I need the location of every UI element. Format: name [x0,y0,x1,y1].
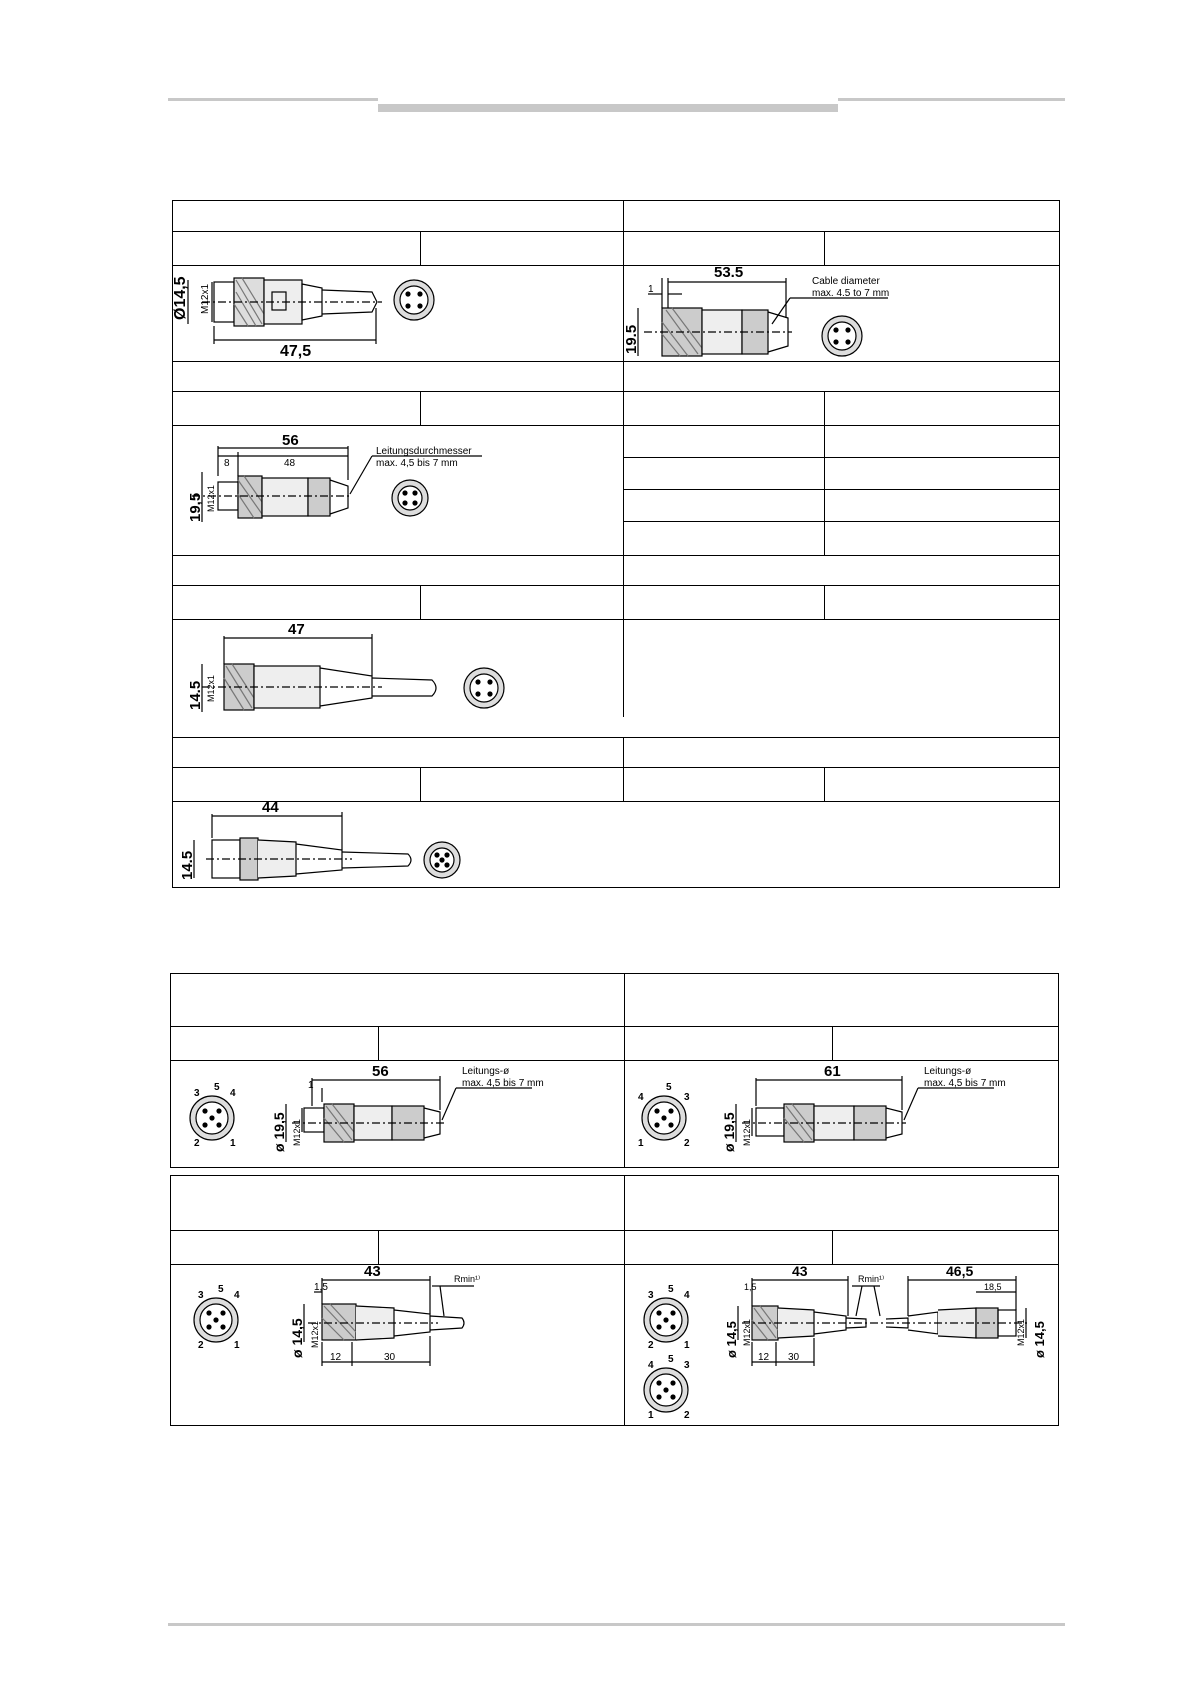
d9-pin-label: 1 [648,1410,654,1421]
drawing-5pin-extension-9 [626,1263,1058,1426]
t1-row-line [623,457,1059,458]
d9-pin-label: 5 [668,1284,674,1295]
d7-pin-label: 5 [666,1082,672,1093]
d9-sub-b: 30 [788,1352,800,1363]
d2-diameter: 19.5 [623,324,640,354]
d9-length-left: 43 [792,1263,808,1279]
d3-diameter: 19,5 [187,492,204,522]
t2-row-line [171,1026,1058,1027]
t1-divider-sub-d1 [420,767,421,801]
d6-thread: M12x1 [292,1118,302,1146]
d9-length-right: 46,5 [946,1263,974,1279]
d9-pin-label: 4 [684,1290,690,1301]
d8-diameter: ø 14,5 [289,1318,305,1358]
d7-note-line2: max. 4,5 bis 7 mm [924,1078,1006,1089]
d6-pin-label: 4 [230,1088,236,1099]
t3-divider-sub-2 [832,1230,833,1264]
d8-rmin: Rmin¹⁾ [454,1274,481,1284]
d9-sub-a: 12 [758,1352,770,1363]
header-rule-right [838,98,1065,101]
d8-pin-label: 2 [198,1340,204,1351]
d2-note-line2: max. 4.5 to 7 mm [812,288,890,299]
d9-pin-label: 3 [684,1360,690,1371]
d6-pin-label: 2 [194,1138,200,1149]
t1-row-line [173,391,1059,392]
d3-sub-a: 8 [224,458,230,469]
t2-divider-sub-1 [378,1026,379,1060]
d9-pin-label: 2 [684,1410,690,1421]
t3-row-line [171,1230,1058,1231]
t2-row-line [171,1060,1058,1061]
t1-row-line [173,737,1059,738]
d7-thread: M12x1 [742,1118,752,1146]
d8-pin-label: 3 [198,1290,204,1301]
d4-diameter: 14.5 [187,680,204,710]
d4-thread: M12x1 [206,674,216,702]
d5-length: 44 [262,799,279,816]
d7-pin-label: 1 [638,1138,644,1149]
d9-pin-label: 1 [684,1340,690,1351]
d7-pin-label: 2 [684,1138,690,1149]
d1-thread: M12x1 [200,283,211,314]
d8-pin-label: 1 [234,1340,240,1351]
t1-divider-sub-a2 [824,231,825,265]
d9-offset-right: 18,5 [984,1282,1002,1292]
t1-divider-sub-b1 [420,391,421,425]
t3-divider-sub-1 [378,1230,379,1264]
d8-length: 43 [364,1263,381,1280]
d3-note-line2: max. 4,5 bis 7 mm [376,458,458,469]
d7-note-line1: Leitungs-ø [924,1066,972,1077]
t1-divider-main-b [623,361,624,717]
drawing-female-straight-3 [172,432,612,536]
d3-sub-b: 48 [284,458,296,469]
d9-thread: M12x1 [742,1318,752,1346]
d8-pin-label: 4 [234,1290,240,1301]
t1-divider-sub-a1 [420,231,421,265]
d9-offset: 1,5 [744,1282,757,1292]
d6-pin-label: 1 [230,1138,236,1149]
d9-diameter: ø 14,5 [724,1321,739,1358]
t1-row-line [173,425,1059,426]
t2-divider-sub-2 [832,1026,833,1060]
drawing-cable-connector-4 [172,620,572,730]
d6-diameter: ø 19,5 [271,1112,287,1152]
d3-length: 56 [282,432,299,449]
t3-divider-main [624,1176,625,1426]
d9-pin-label: 3 [648,1290,654,1301]
d2-length: 53.5 [714,264,744,281]
d9-thread-right: M12x1 [1016,1318,1026,1346]
t1-divider-main-d [623,737,624,801]
header-rule-left [168,98,378,101]
d9-pin-label: 4 [648,1360,654,1371]
drawing-5pin-cable-8 [172,1263,622,1376]
d8-offset: 1,5 [314,1282,328,1293]
drawing-cable-connector-5 [172,800,512,890]
drawing-female-straight-2 [622,264,1042,360]
drawing-5pin-male-7 [626,1062,1056,1168]
d2-offset: 1 [648,284,654,295]
t1-row-line [623,489,1059,490]
t1-divider-sub-c2 [824,585,825,619]
d1-length: 47,5 [280,343,312,360]
d5-diameter: 14.5 [179,850,196,880]
t1-row-line [623,521,1059,522]
d6-offset: 1 [308,1080,314,1091]
d6-pin-label: 3 [194,1088,200,1099]
t1-row-line [173,361,1059,362]
d7-length: 61 [824,1063,841,1080]
d9-pin-label: 2 [648,1340,654,1351]
t1-row-line [173,767,1059,768]
t3-row-line [171,1264,1058,1265]
d8-pin-label: 5 [218,1284,224,1295]
d8-sub-a: 12 [330,1352,342,1363]
t2-divider-main [624,974,625,1168]
d7-pin-label: 4 [638,1092,644,1103]
d1-diameter: Ø14,5 [172,276,189,320]
d4-length: 47 [288,621,305,638]
t1-row-line [173,555,1059,556]
d7-pin-label: 3 [684,1092,690,1103]
t1-row-line [173,585,1059,586]
d9-rmin: Rmin¹⁾ [858,1274,885,1284]
d9-diameter-right: ø 14,5 [1032,1321,1047,1358]
drawing-male-straight-1 [172,264,452,360]
t1-divider-sub-c1 [420,585,421,619]
d8-thread: M12x1 [310,1320,320,1348]
d2-note-line1: Cable diameter [812,276,880,287]
d7-diameter: ø 19,5 [721,1112,737,1152]
t1-divider-sub-b2 [824,391,825,555]
d6-note-line1: Leitungs-ø [462,1066,510,1077]
d6-note-line2: max. 4,5 bis 7 mm [462,1078,544,1089]
header-rule-center [378,104,838,112]
d6-length: 56 [372,1063,389,1080]
t1-divider-sub-d2 [824,767,825,801]
d3-note-line1: Leitungsdurchmesser [376,446,472,457]
t1-row-line [173,231,1059,232]
d3-thread: M12x1 [206,484,216,512]
d8-sub-b: 30 [384,1352,396,1363]
d9-pin-label: 5 [668,1354,674,1365]
d6-pin-label: 5 [214,1082,220,1093]
drawing-5pin-female-6 [172,1062,622,1168]
footer-rule [168,1623,1065,1626]
